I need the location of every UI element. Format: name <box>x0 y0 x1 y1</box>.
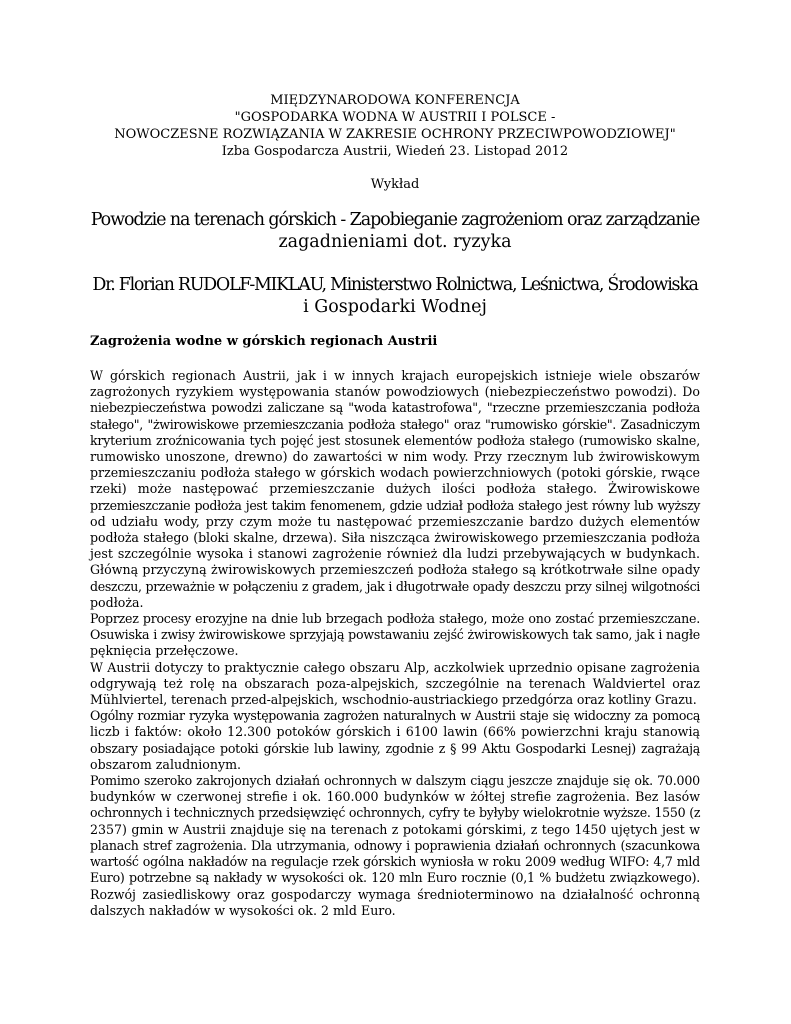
text-line: W Austrii dotyczy to praktycznie całego obszaru Alp, aczkolwiek uprzednio opisane zagrożenia <box>90 659 700 675</box>
text-line: W górskich regionach Austrii, jak i w innych krajach europejskich istnieje wiele obszarów <box>90 368 700 383</box>
text-line: Główną przyczyną żwirowiskowych przemieszczeń podłoża stałego są krótkotrwałe silne opady <box>90 562 700 578</box>
text-line: 2357) gmin w Austrii znajduje się na terenach z potokami górskimi, z tego 1450 ujętych jest w <box>90 821 700 837</box>
lecture-title-line: zagadnieniami dot. ryzyka <box>278 232 512 252</box>
text-line: Euro) potrzebne są nakłady w wysokości ok. 120 mln Euro rocznie (0,1 % budżetu związkowego). <box>90 870 700 886</box>
body-text <box>90 368 700 919</box>
text-line: wartość ogólna nakładów na regulacje rzek górskich wyniosła w roku 2009 według WIFO: 4,7 mld <box>90 854 700 870</box>
text-line: Mühlviertel, terenach przed-alpejskich, wschodnio-austriackiego przedgórza oraz kotliny Grazu. <box>90 692 697 708</box>
text-line: ochronnych i technicznych przedsięwzięć ochronnych, cyfry te byłyby wielokrotnie wyższe. 1550 (z <box>90 805 701 821</box>
text-line: planach stref zagrożenia. Dla utrzymania, odnowy i poprawienia działań ochronnych (szacunkowa <box>90 837 700 853</box>
text-line: rzeki) może następować przemieszczanie dużych ilości podłoża stałego. Żwirowiskowe <box>90 481 700 497</box>
conference-topic-line-1: "GOSPODARKA WODNA W AUSTRII I POLSCE - <box>234 110 556 125</box>
text-line: przemieszczanie podłoża jest takim fenomenem, gdzie udział podłoża stałego jest równy lub wyższy <box>90 497 700 513</box>
paragraph <box>90 611 700 660</box>
text-line: kryterium zroźnicowania tych pojęć jest stosunek elementów podłoża stałego (rumowisko skalne, <box>90 432 700 448</box>
text-line: Poprzez procesy erozyjne na dnie lub brzegach podłoża stałego, może ono zostać przemieszczane. <box>90 611 700 627</box>
text-line: niebezpieczeństwa powodzi zaliczane są "woda katastrofowa", "rzeczne przemieszczania podłoża <box>90 400 700 416</box>
text-line: Rozwój zasiedliskowy oraz gospodarczy wymaga średnioterminowo na działalność ochronną <box>90 886 700 902</box>
conference-header <box>90 92 700 160</box>
text-line: jest szczególnie wysoka i stanowi zagrożenie również dla ludzi przebywających w budynkach. <box>90 546 700 562</box>
text-line: odgrywają też rolę na obszarach poza-alpejskich, szczególnie na terenach Waldviertel oraz <box>90 675 700 691</box>
text-line: stałego", "żwirowiskowe przemieszczania podłoża stałego" oraz "rumowisko górskie". Zasadniczym <box>90 416 700 432</box>
text-line: Osuwiska i zwisy żwirowiskowe sprzyjają powstawaniu zejść żwirowiskowych tak samo, jak i nagłe <box>90 627 700 643</box>
text-line: Ogólny rozmiar ryzyka występowania zagrożen naturalnych w Austrii staje się widoczny za pomocą <box>90 708 700 724</box>
text-line: zagrożonych ryzykiem występowania stanów powodziowych (niebezpieczeństwo powodzi). Do <box>90 384 700 400</box>
text-line: Pomimo szeroko zakrojonych działań ochronnych w dalszym ciągu jeszcze znajduje się ok. 70.000 <box>90 773 700 789</box>
text-line: podłoża. <box>90 594 144 610</box>
lecture-title-line: Powodzie na terenach górskich - Zapobieganie zagrożeniom oraz zarządzanie <box>90 210 700 230</box>
text-line: przemieszczaniu podłoża stałego w górskich wodach powierzchniowych (potoki górskie, rwące <box>90 465 700 481</box>
text-line: dalszych nakładów w wysokości ok. 2 mld Euro. <box>90 902 396 918</box>
author-line: i Gospodarki Wodnej <box>303 297 487 317</box>
conference-name: MIĘDZYNARODOWA KONFERENCJA <box>270 93 520 108</box>
text-line: budynków w czerwonej strefie i ok. 160.000 budynków w żółtej strefie zagrożenia. Bez lasów <box>90 789 700 805</box>
text-line: deszczu, przeważnie w połączeniu z gradem, jak i długotrwałe opady deszczu przy silnej wilgotności <box>90 578 700 594</box>
paragraph <box>90 660 700 709</box>
lecture-label: Wykład <box>370 177 420 192</box>
section-heading: Zagrożenia wodne w górskich regionach Austrii <box>90 334 438 349</box>
text-line: pęknięcia przełęczowe. <box>90 643 239 659</box>
text-line: obszary posiadające potoki górskie lub lawiny, zgodnie z § 99 Aktu Gospodarki Lesnej) zagrażają <box>90 740 700 756</box>
lecture-title <box>90 209 700 253</box>
text-line: od udziału wody, przy czym może tu następować przemieszczanie bardzo dużych elementów <box>90 513 700 529</box>
text-line: podłoża stałego (bloki skalne, drzewa). Siła niszcząca żwirowiskowego przemieszczania podłoża <box>90 530 700 546</box>
paragraph <box>90 773 700 919</box>
conference-topic-line-2: NOWOCZESNE ROZWIĄZANIA W ZAKRESIE OCHRONY PRZECIWPOWODZIOWEJ" <box>114 127 676 142</box>
text-line: obszarom zaludnionym. <box>90 756 242 772</box>
lecture-author <box>90 274 700 318</box>
text-line: liczb i faktów: około 12.300 potoków górskich i 6100 lawin (66% powierzchni kraju stanowią <box>90 724 700 740</box>
paragraph <box>90 708 700 773</box>
conference-venue-date: Izba Gospodarcza Austrii, Wiedeń 23. Listopad 2012 <box>221 144 569 159</box>
text-line: rumowisko unoszone, drewno) do zawartości w nim wody. Przy rzecznym lub żwirowiskowym <box>90 449 700 465</box>
author-line: Dr. Florian RUDOLF-MIKLAU, Ministerstwo Rolnictwa, Leśnictwa, Środowiska <box>92 275 698 295</box>
paragraph <box>90 368 700 611</box>
